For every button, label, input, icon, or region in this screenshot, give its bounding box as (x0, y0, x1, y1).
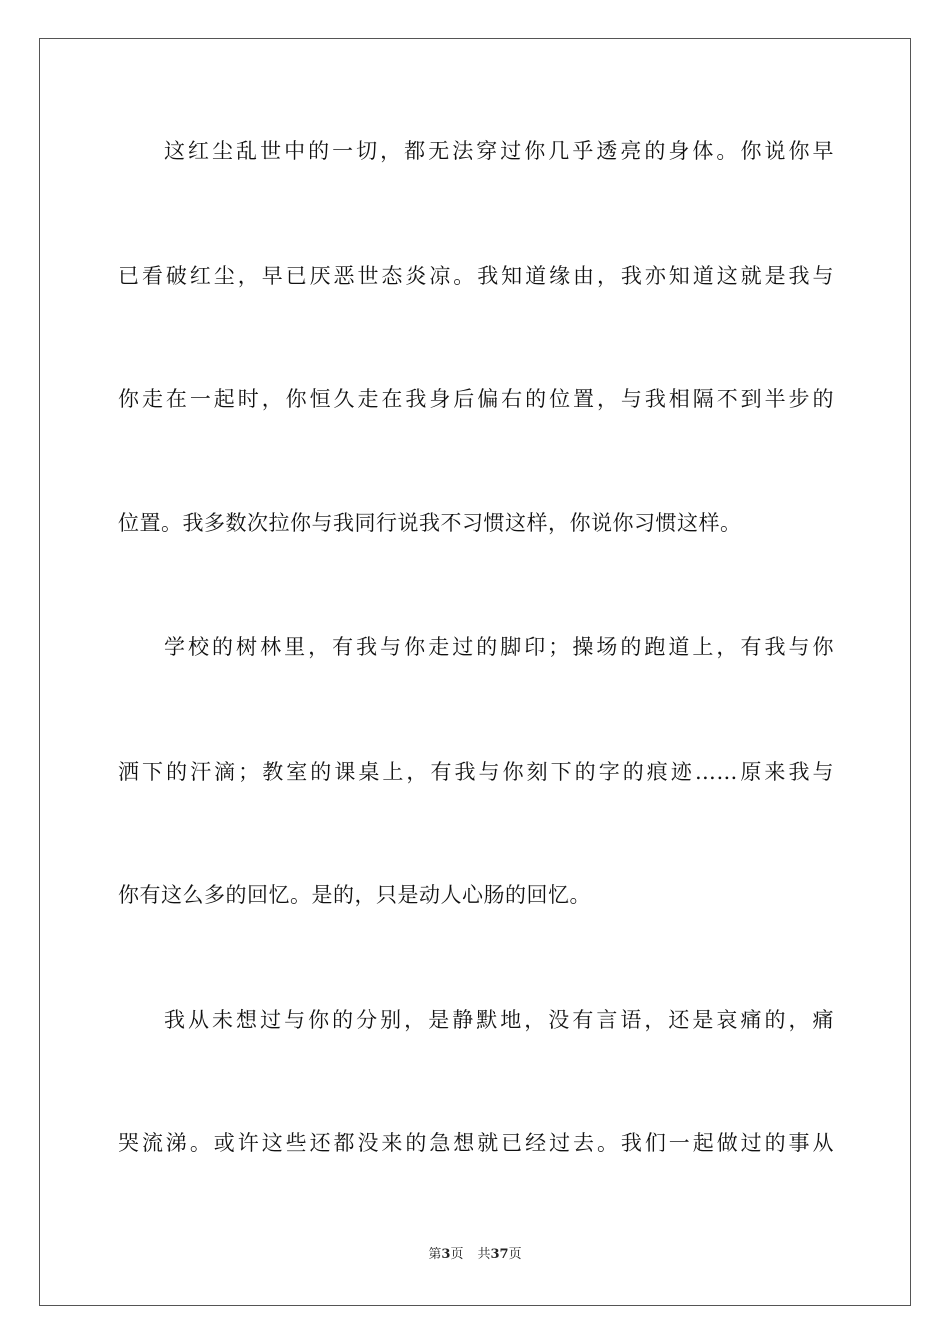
paragraph-1-line-3: 你走在一起时，你恒久走在我身后偏右的位置，与我相隔不到半步的 (118, 387, 834, 411)
page-prefix: 第 (428, 1247, 442, 1262)
page-number: 3 (441, 1247, 451, 1262)
paragraph-2-line-3: 你有这么多的回忆。是的，只是动人心肠的回忆。 (118, 883, 591, 907)
page-suffix: 页 (450, 1247, 464, 1262)
page-footer (0, 1246, 950, 1264)
paragraph-1-line-2: 已看破红尘，早已厌恶世态炎凉。我知道缘由，我亦知道这就是我与 (118, 264, 834, 288)
paragraph-2-line-2: 洒下的汗滴；教室的课桌上，有我与你刻下的字的痕迹……原来我与 (118, 760, 834, 784)
paragraph-3-line-1: 我从未想过与你的分别，是静默地，没有言语，还是哀痛的，痛 (164, 1008, 834, 1032)
paragraph-1-line-1: 这红尘乱世中的一切，都无法穿过你几乎透亮的身体。你说你早 (164, 139, 834, 163)
total-prefix: 共 (477, 1247, 491, 1262)
paragraph-1-line-4: 位置。我多数次拉你与我同行说我不习惯这样，你说你习惯这样。 (118, 511, 742, 535)
total-pages: 37 (490, 1247, 509, 1262)
paragraph-3-line-2: 哭流涕。或许这些还都没来的急想就已经过去。我们一起做过的事从 (118, 1131, 834, 1155)
paragraph-2-line-1: 学校的树林里，有我与你走过的脚印；操场的跑道上，有我与你 (164, 635, 834, 659)
page-border (39, 38, 911, 1306)
total-suffix: 页 (508, 1247, 522, 1262)
